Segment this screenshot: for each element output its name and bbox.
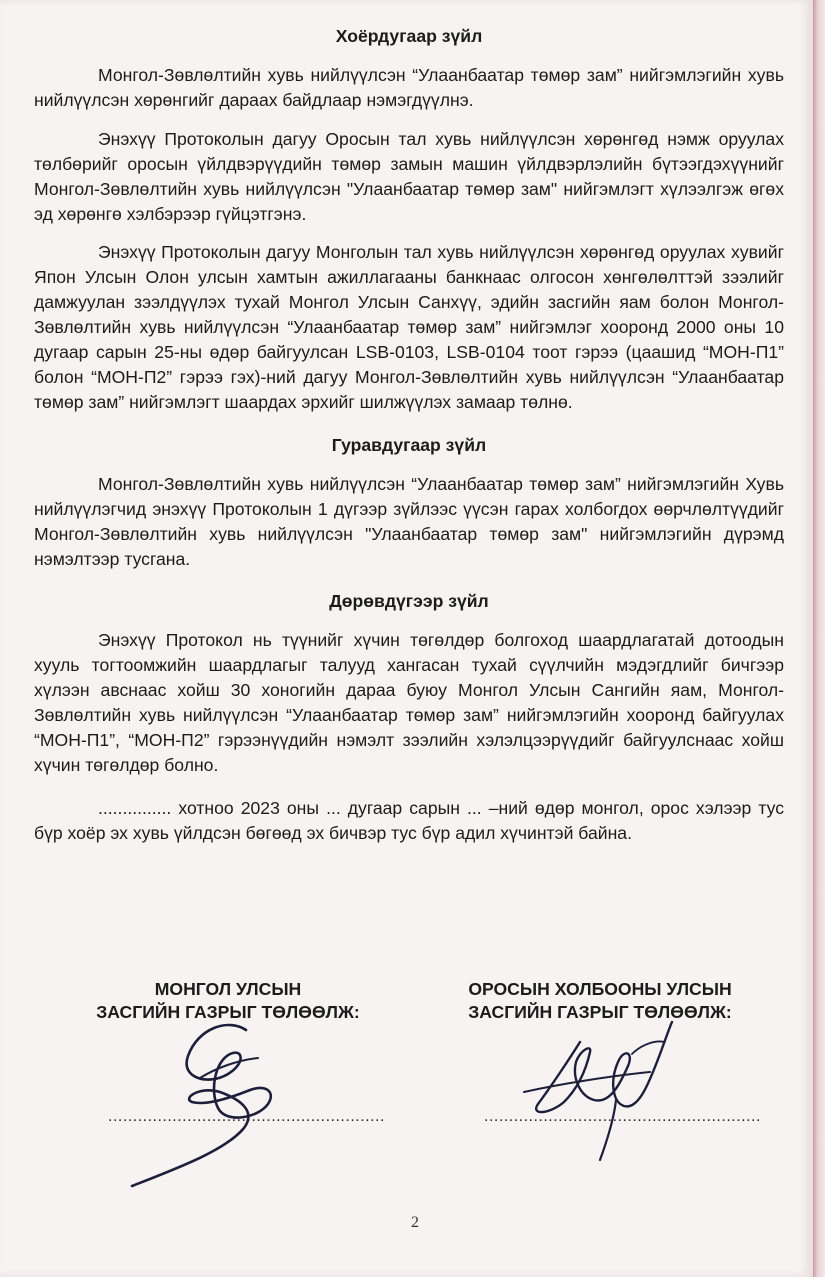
signature-line-left: ........................................................ [108, 1108, 385, 1125]
signature-line-right: ........................................................ [484, 1108, 761, 1125]
section-4-heading: Дөрөвдүгээр зүйл [329, 591, 489, 612]
handwritten-signature-right [520, 1018, 700, 1168]
document-body [34, 24, 784, 846]
signature-area [0, 978, 813, 1208]
handwritten-signature-left [118, 1008, 318, 1198]
signature-title-line-1: МОНГОЛ УЛСЫН [154, 979, 302, 999]
page-number: 2 [411, 1214, 419, 1231]
signature-title-line-2: ЗАСГИЙН ГАЗРЫГ ТӨЛӨӨЛЖ: [96, 1002, 360, 1022]
section-2-heading: Хоёрдугаар зүйл [335, 26, 483, 46]
section-4-paragraph-1: Энэхүү Протокол нь түүнийг хүчин төгөлдөр болгоход шаардлагатай дотоодын хууль тогтоомжийн шаардлагыг талууд хангасан тухай сүүлчийн мэдэгдлийг бичгээр хүлээн авснаас хойш 30 хоногийн дараа буюу Монгол Улсын Сангийн яам, Монгол-Зөвлөлтийн хувь нийлүүлсэн “Улаанбаатар төмөр зам” нийгэмлэгийн хооронд байгуулах “МОН-П1”, “МОН-П2” гэрээнүүдийн нэмэлт зээлийн хэлэлцээрүүдийг байгуулснаас хойш хүчин төгөлдөр болно. [34, 630, 784, 775]
signature-title-line-2: ЗАСГИЙН ГАЗРЫГ ТӨЛӨӨЛЖ: [468, 1002, 732, 1022]
section-2-paragraph-1: Монгол-Зөвлөлтийн хувь нийлүүлсэн “Улаанбаатар төмөр зам” нийгэмлэгийн хувь нийлүүлсэн хөрөнгийг дараах байдлаар нэмэгдүүлнэ. [34, 65, 784, 110]
signature-title-line-1: ОРОСЫН ХОЛБООНЫ УЛСЫН [468, 979, 732, 999]
closing-paragraph: ............... хотноо 2023 оны ... дугаар сарын ... –ний өдөр монгол, орос хэлээр тус бүр хоёр эх хувь үйлдсэн бөгөөд эх бичвэр тус бүр адил хүчинтэй байна. [34, 797, 784, 843]
section-2-paragraph-2: Энэхүү Протоколын дагуу Оросын тал хувь нийлүүлсэн хөрөнгөд нэмж оруулах төлбөрийг оросын үйлдвэрүүдийн төмөр замын машин үйлдвэрлэлийн бүтээгдэхүүнийг Монгол-Зөвлөлтийн хувь нийлүүлсэн "Улаанбаатар төмөр зам" нийгэмлэгт хүлээлгэж өгөх эд хөрөнгө хэлбэрээр гүйцэтгэнэ. [34, 128, 784, 224]
section-2-paragraph-3: Энэхүү Протоколын дагуу Монголын тал хувь нийлүүлсэн хөрөнгөд оруулах хувийг Япон Улсын Олон улсын хамтын ажиллагааны банкнаас олгосон хөнгөлөлттэй зээлийг дамжуулан зээлдүүлэх тухай Монгол Улсын Санхүү, эдийн засгийн яам болон Монгол-Зөвлөлтийн хувь нийлүүлсэн “Улаанбаатар төмөр зам” нийгэмлэг хооронд 2000 оны 10 дугаар сарын 25-ны өдөр байгуулсан LSB-0103, LSB-0104 тоот гэрээ (цаашид “МОН-П1” болон “МОН-П2” гэрээ гэх)-ний дагуу Монгол-Зөвлөлтийн хувь нийлүүлсэн “Улаанбаатар төмөр зам” нийгэмлэгт шаардах эрхийг шилжүүлэх замаар төлнө. [34, 242, 784, 412]
page-edge-shadow [813, 0, 825, 1277]
section-3-paragraph-1: Монгол-Зөвлөлтийн хувь нийлүүлсэн “Улаанбаатар төмөр зам” нийгэмлэгийн Хувь нийлүүлэгчид энэхүү Протоколын 1 дүгээр зүйлээс үүсэн гарах холбогдох өөрчлөлтүүдийг Монгол-Зөвлөлтийн хувь нийлүүлсэн "Улаанбаатар төмөр зам" нийгэмлэгийн дүрэмд нэмэлтээр тусгана. [34, 473, 784, 569]
section-3-heading: Гуравдугаар зүйл [331, 434, 487, 455]
